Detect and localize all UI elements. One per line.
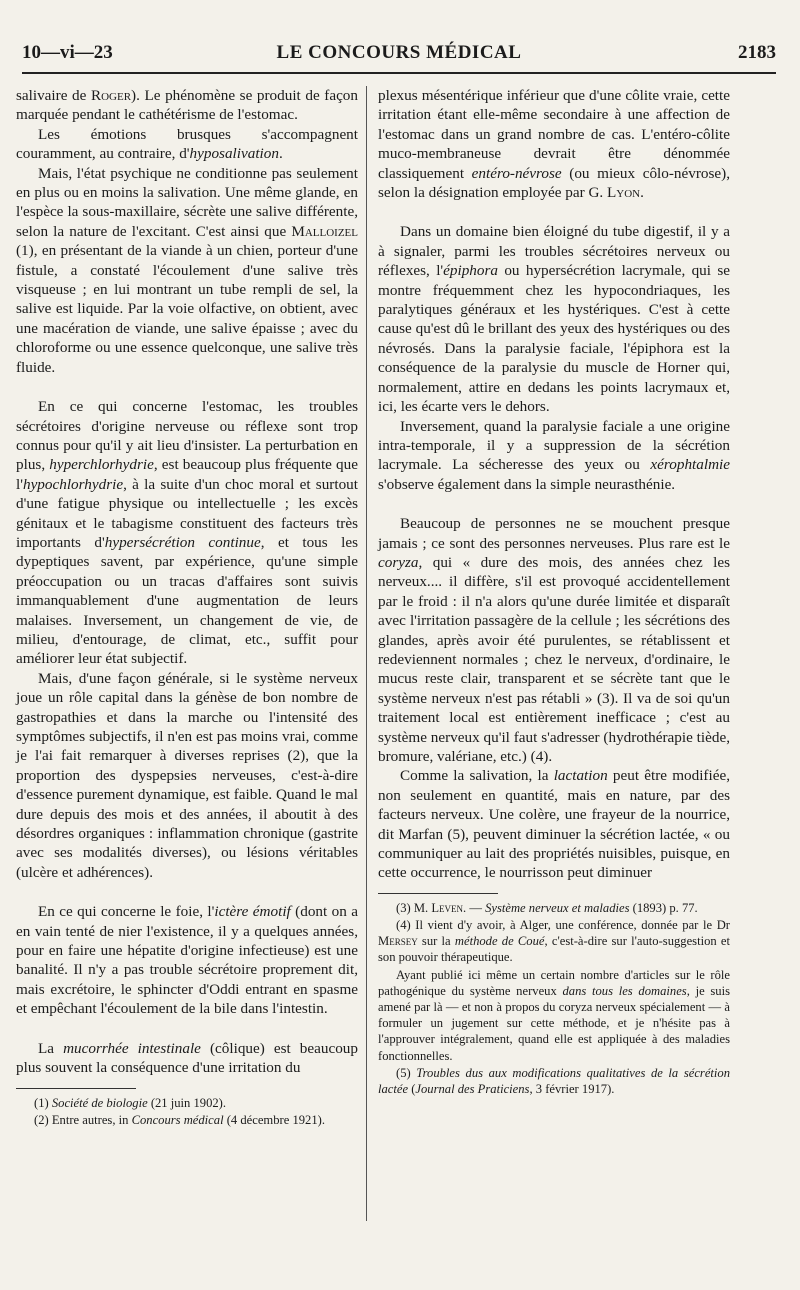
page-header <box>22 38 776 74</box>
paragraph: Inversement, quand la paralysie faciale a une origine intra-temporale, il y a suppression de la sécrétion lacrymale. La sécheresse des yeux ou xérophtalmie s'observe également dans la simple neurasthénie. <box>378 417 730 493</box>
paragraph: Comme la salivation, la lactation peut être modifiée, non seulement en quantité, mais en nature, par des facteurs nerveux. Une colère, une frayeur de la nourrice, dit Marfan (5), peuvent diminuer la sécrétion lactée, « ou communiquer au lait des propriétés nuisibles, puisque, en cette occurrence, le nourrisson peut diminuer <box>378 767 730 882</box>
paragraph: Beaucoup de personnes ne se mouchent presque jamais ; ce sont des personnes nerveuses. Plus rare est le coryza, qui « dure des mois, des années chez les nerveux.... il diffère, s'il est provoqué accidentellement par le froid : il n'a alors qu'une durée limitée et disparaît avec l'irritation passagère de la cellule ; les sécrétions des glandes, après avoir été purulentes, se rétablissent et redeviennent normales ; chez le nerveux, d'ordinaire, le mucus reste clair, transparent et se sécrète tant que le système nerveux n'est pas rétabli » (3). Il va de soi qu'un traitement local est entièrement inefficace ; c'est au système nerveux qu'il faut s'adresser (hydrothérapie tiède, bromure, valériane, etc.) (4). <box>378 515 730 765</box>
column-divider <box>366 86 367 1221</box>
footnote-rule <box>16 1088 136 1089</box>
paragraph: Mais, l'état psychique ne conditionne pas seulement en plus ou en moins la salivation. Une même glande, en l'espèce la sous-maxillaire, sécrète une salive différente, selon la nature de l'excitant. C'est ainsi que Malloizel (1), en présentant de la viande à un chien, porteur d'une fistule, a constaté l'écoulement d'une salive très visqueuse ; en lui montrant un tube rempli de sel, la salive est liquide. Par la voie olfactive, on obtient, avec une macération de viande, une salive épaisse ; avec du chloroforme ou une essence quelconque, une salive très fluide. <box>16 164 358 376</box>
paragraph: Dans un domaine bien éloigné du tube digestif, il y a à signaler, parmi les troubles sécrétoires nerveux ou réflexes, l'épiphora ou hypersécrétion lacrymale, qui se montre fréquemment chez les hypocondriaques, les paralytiques généraux et les hystériques. C'est à cette cause qu'est dû le brillant des yeux des hystériques ou des névrosés. Dans la paralysie faciale, l'épiphora est la conséquence de la paralysie du muscle de Horner qui, normalement, attire en dedans les points lacrymaux et, ici, les écarte vers le dehors. <box>378 223 730 416</box>
journal-title: LE CONCOURS MÉDICAL <box>276 42 522 63</box>
page-number: 2183 <box>738 42 776 63</box>
paragraph: plexus mésentérique inférieur que d'une côlite vraie, cette irritation étant elle-même secondaire à une affection de l'estomac dans un grand nombre de cas. L'entéro-côlite muco-membraneuse devrait être dénommée classiquement entéro-névrose (ou mieux côlo-névrose), selon la désignation employée par G. Lyon. <box>378 87 731 202</box>
footnote: (3) M. Leven. — Système nerveux et maladies (1893) p. 77. <box>396 900 698 915</box>
left-column <box>16 86 358 1128</box>
paragraph: salivaire de Roger). Le phénomène se produit de façon marquée pendant le cathétérisme de l'estomac. <box>16 87 358 124</box>
paragraph: En ce qui concerne l'estomac, les troubles sécrétoires d'origine nerveuse ou réflexe sont trop connus pour qu'il y ait lieu d'insister. La perturbation en plus, hyperchlorhydrie, est beaucoup plus fréquente que l'hypochlorhydrie, à la suite d'un choc moral et surtout d'une fatigue physique ou intellectuelle ; les excès génitaux et le tabagisme constituent des facteurs très importants d'hypersécrétion continue, et tous les dypeptiques savent, par expérience, qu'une simple préoccupation ou un tracas d'affaires sont suivis immanquablement d'une augmentation de leurs malaises. Inversement, un changement de vie, de milieu, d'entourage, de climat, etc., suffit pour améliorer leur état subjectif. <box>16 398 359 668</box>
footnote: (4) Il vient d'y avoir, à Alger, une conférence, donnée par le Dr Mersey sur la méthode de Coué, c'est-à-dire sur l'auto-suggestion et son pouvoir thérapeutique. <box>378 918 730 965</box>
issue-date: 10—vi—23 <box>22 42 113 63</box>
footnote-rule <box>378 893 498 894</box>
footnote: (2) Entre autres, in Concours médical (4 décembre 1921). <box>34 1112 325 1127</box>
paragraph: En ce qui concerne le foie, l'ictère émotif (dont on a en vain tenté de nier l'existence, il y a quelques années, pour en faire une hépatite d'origine infectieuse) est une banalité. Il n'y a pas trouble sécrétoire proprement dit, mais excrétoire, le sphincter d'Oddi entrant en spasme et empêchant l'écoulement de la bile dans l'intestin. <box>16 903 358 1018</box>
paragraph: Mais, d'une façon générale, si le système nerveux joue un rôle capital dans la génèse de bon nombre de gastropathies et dans la marche ou l'intensité des symptômes subjectifs, il n'en est pas moins vrai, comme je l'ai fait remarquer à diverses reprises (2), que la proportion des dyspepsies nerveuses, c'est-à-dire d'essence purement dynamique, est faible. Quand le mal dure depuis des mois et des années, il aboutit à des désordres organiques : inflammation chronique (gastrite avec ses modalités diverses), ou lésions véritables (ulcère et adhérences). <box>16 669 358 881</box>
footnotes-right <box>378 900 730 1097</box>
footnote: (5) Troubles dus aux modifications qualitatives de la sécrétion lactée (Journal des Praticiens, 3 février 1917). <box>378 1065 730 1097</box>
right-column <box>378 86 730 1097</box>
footnote: Ayant publié ici même un certain nombre d'articles sur le rôle pathogénique du système nerveux dans tous les domaines, je suis amené par là — et non à propos du coryza nerveux spécialement — à formuler un jugement sur cette méthode, et je n'hésite pas à l'approuver intégralement, quand elle est appliquée à des maladies fonctionnelles. <box>378 967 731 1063</box>
paragraph: La mucorrhée intestinale (côlique) est beaucoup plus souvent la conséquence d'une irritation du <box>16 1039 358 1077</box>
footnotes-left <box>16 1095 358 1128</box>
paragraph: Les émotions brusques s'accompagnent couramment, au contraire, d'hyposalivation. <box>16 125 358 163</box>
footnote: (1) Société de biologie (21 juin 1902). <box>34 1095 227 1110</box>
